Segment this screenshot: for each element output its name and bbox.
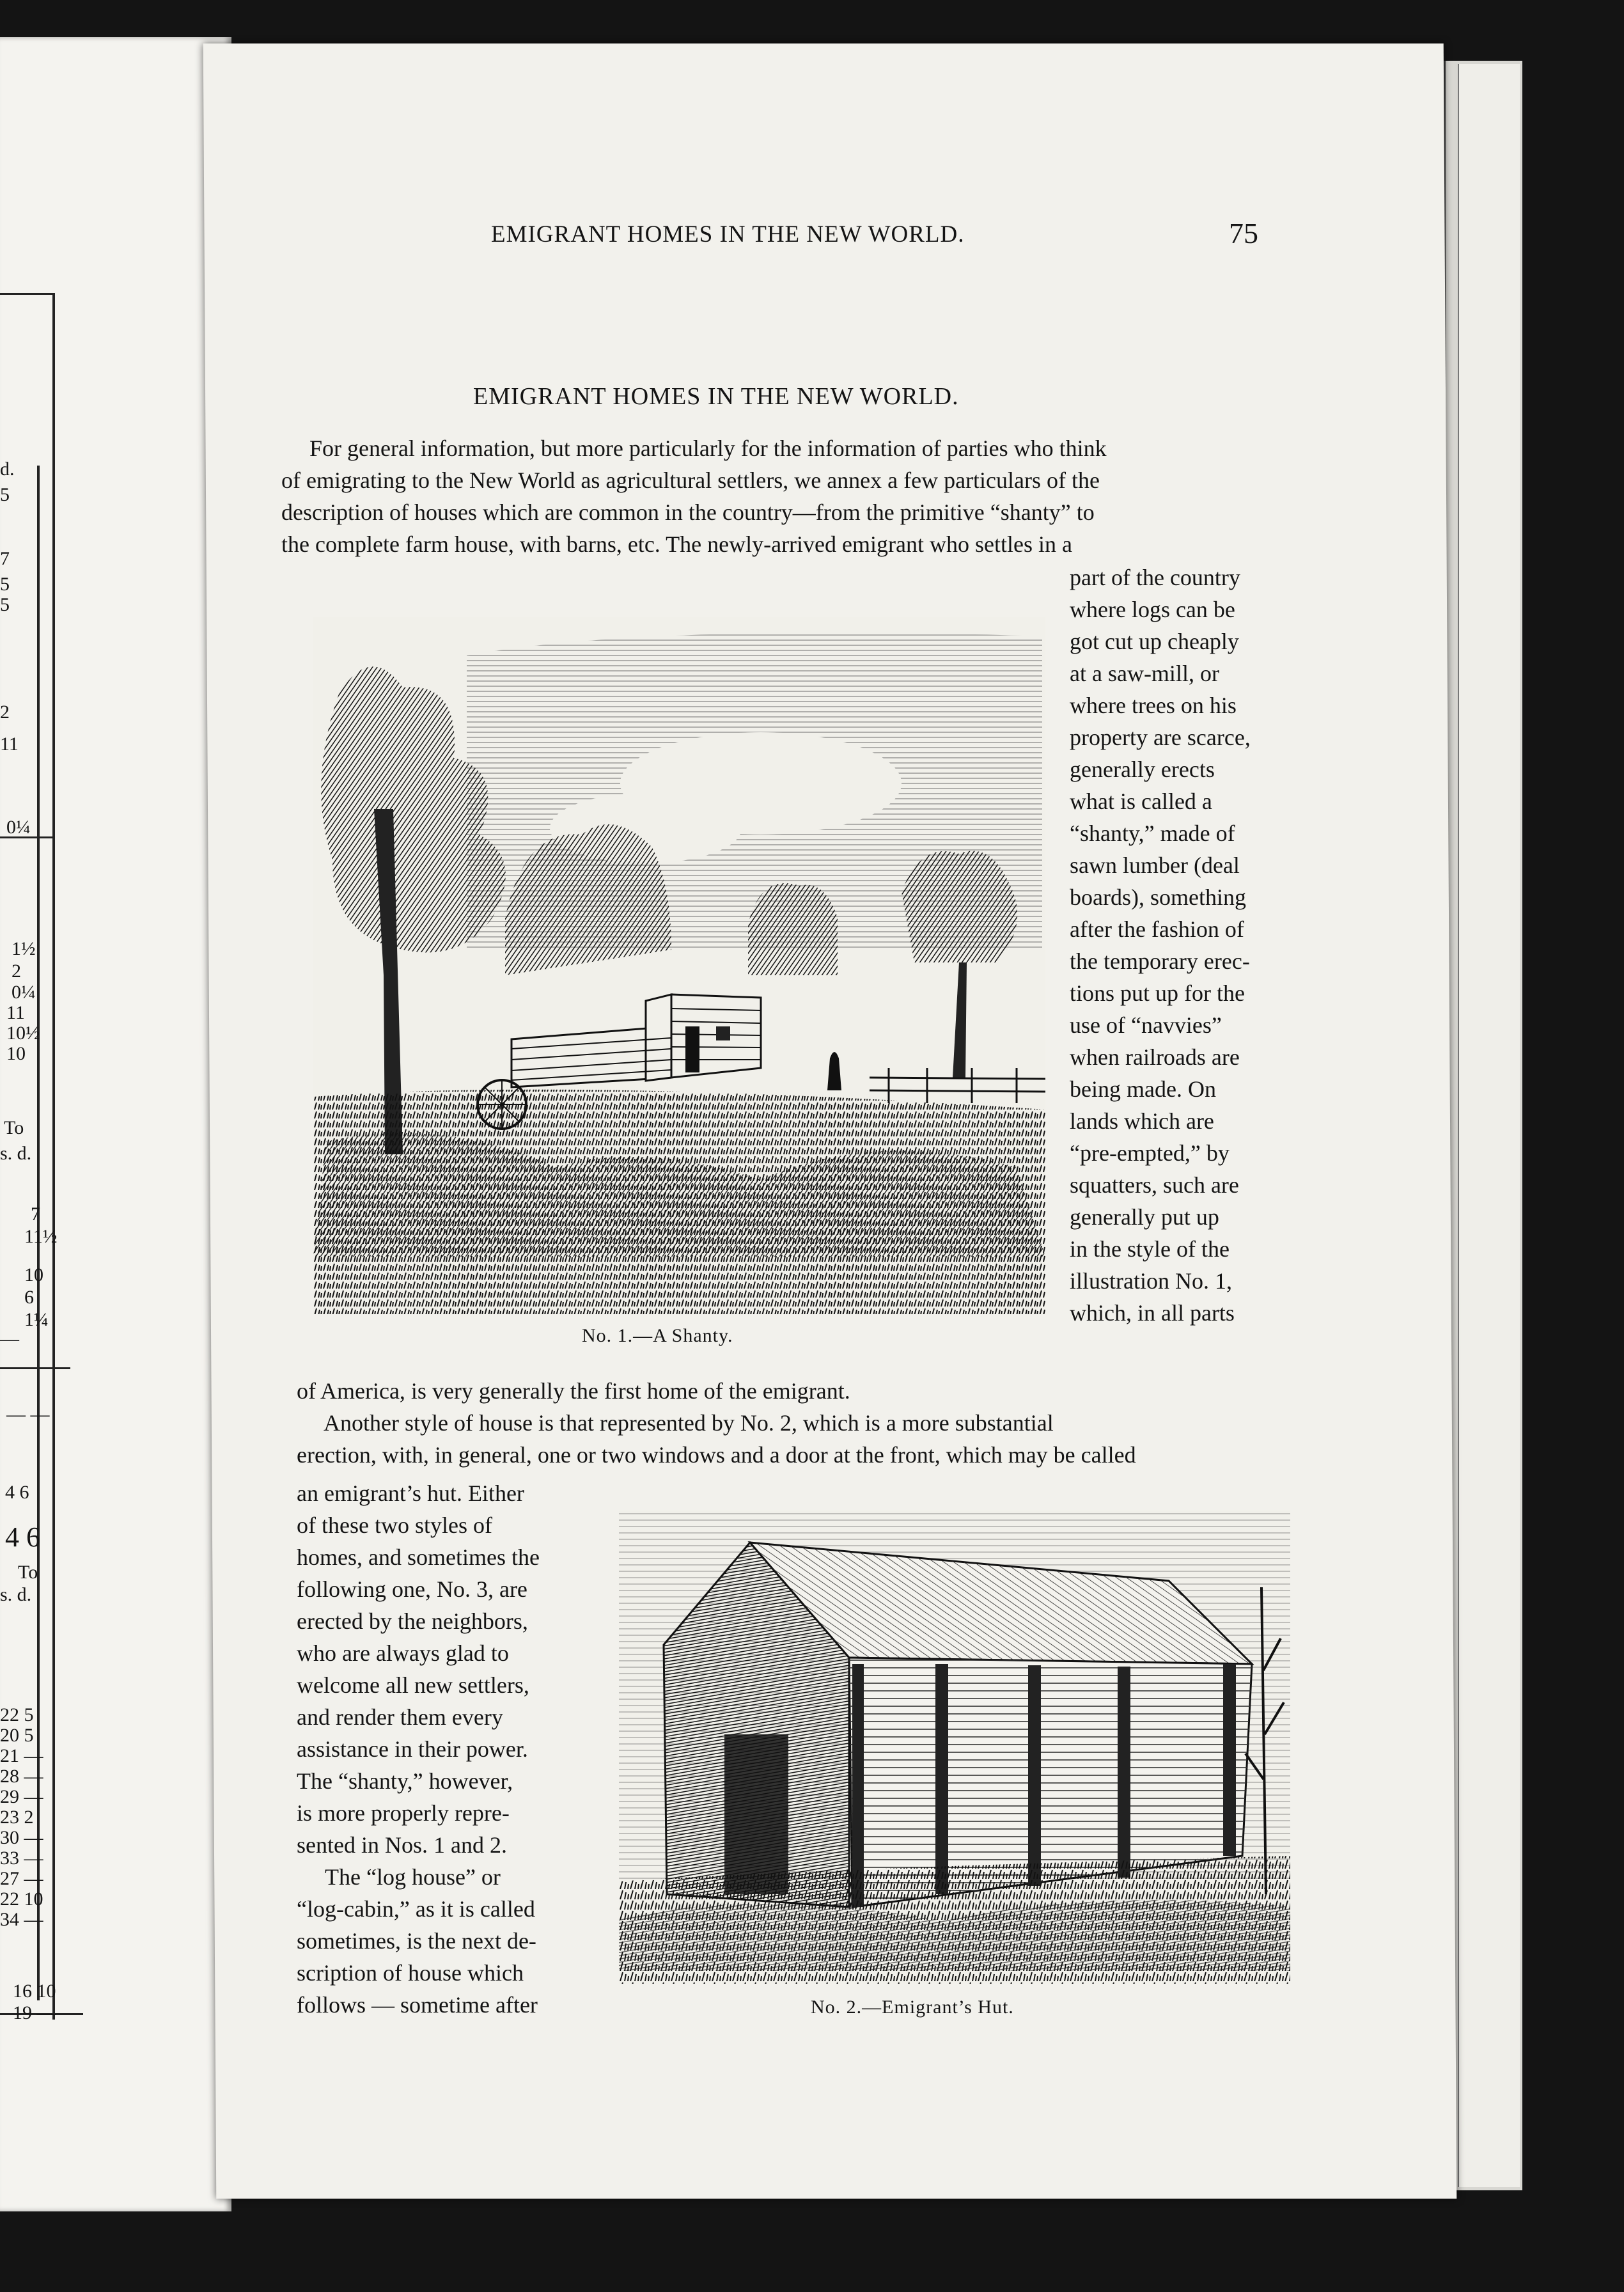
figure-emigrants-hut-engraving [619, 1511, 1290, 1984]
table-cell: 4 6 [5, 1482, 29, 1503]
table-cell: 2 [12, 961, 21, 982]
text-line: in the style of the [1070, 1236, 1230, 1262]
table-cell: s. d. [0, 1143, 32, 1164]
table-rule [0, 293, 54, 295]
table-cell: — — [6, 1404, 50, 1425]
mid-paragraph [297, 1375, 1300, 1471]
table-rule [0, 1367, 70, 1369]
text-line: follows — sometime after [297, 1992, 538, 2018]
text-line: at a saw-mill, or [1070, 661, 1219, 686]
table-cell: To [18, 1562, 38, 1583]
text-line: property are scarce, [1070, 725, 1251, 750]
table-cell: 16 10 [13, 1981, 56, 2002]
table-cell: 34 — [0, 1909, 43, 1930]
running-header: EMIGRANT HOMES IN THE NEW WORLD. [491, 221, 965, 247]
previous-page-fragment [0, 37, 231, 2211]
figure-caption-2: No. 2.—Emigrant’s Hut. [811, 1997, 1014, 2018]
text-line: description of houses which are common in the country—from the primitive “shanty” to [281, 499, 1095, 525]
text-line: squatters, such are [1070, 1172, 1239, 1198]
text-line: and render them every [297, 1704, 503, 1730]
table-cell: 7 [31, 1204, 40, 1225]
text-line: assistance in their power. [297, 1736, 528, 1762]
table-cell: 22 10 [0, 1888, 43, 1910]
table-cell: 0¼ [12, 982, 36, 1003]
table-cell: 10 [24, 1264, 43, 1285]
text-line: boards), something [1070, 884, 1246, 910]
text-line: being made. On [1070, 1076, 1216, 1102]
table-cell: 10 [6, 1043, 26, 1064]
table-cell: 22 5 [0, 1704, 34, 1725]
text-line: “log-cabin,” as it is called [297, 1896, 535, 1922]
table-cell: 29 — [0, 1786, 43, 1807]
page-number: 75 [1229, 217, 1258, 249]
text-line: of these two styles of [297, 1512, 492, 1538]
text-line: scription of house which [297, 1960, 524, 1986]
text-line: tions put up for the [1070, 980, 1245, 1006]
table-cell: 1¼ [24, 1309, 49, 1330]
table-cell: 11 [6, 1002, 25, 1023]
text-line: homes, and sometimes the [297, 1544, 540, 1570]
text-line: the complete farm house, with barns, etc. The newly-arrived emigrant who settles in a [281, 531, 1072, 557]
table-cell: 20 5 [0, 1725, 34, 1746]
text-line: an emigrant’s hut. Either [297, 1480, 524, 1506]
text-line: where trees on his [1070, 693, 1237, 718]
table-cell: 21 — [0, 1745, 43, 1766]
table-cell: 5 [0, 574, 10, 595]
table-rule [52, 293, 55, 2020]
text-line: sawn lumber (deal [1070, 852, 1240, 878]
text-line: which, in all parts [1070, 1300, 1235, 1326]
text-line: generally erects [1070, 757, 1215, 782]
text-column-left [297, 1477, 597, 2021]
table-cell: 2 [0, 702, 10, 723]
text-line: who are always glad to [297, 1640, 509, 1666]
table-cell: 5 [0, 594, 10, 615]
text-line: sometimes, is the next de- [297, 1928, 536, 1954]
table-cell: 19 — [13, 2002, 56, 2023]
figure-shanty-engraving [313, 617, 1045, 1314]
text-line: of America, is very generally the first home of the emigrant. [297, 1378, 850, 1404]
text-line: following one, No. 3, are [297, 1576, 527, 1602]
text-line: is more properly repre- [297, 1800, 510, 1826]
table-cell: 30 — [0, 1827, 43, 1848]
text-line: “pre-empted,” by [1070, 1140, 1230, 1166]
table-cell: 11 [0, 734, 19, 755]
text-line: For general information, but more particularly for the information of parties who think [309, 436, 1107, 461]
text-line: erection, with, in general, one or two windows and a door at the front, which may be called [297, 1442, 1136, 1468]
text-line: The “log house” or [325, 1864, 501, 1890]
figure-caption-1: No. 1.—A Shanty. [582, 1325, 733, 1346]
table-cell: 27 — [0, 1868, 43, 1889]
text-line: generally put up [1070, 1204, 1219, 1230]
text-line: welcome all new settlers, [297, 1672, 529, 1698]
article-title: EMIGRANT HOMES IN THE NEW WORLD. [473, 383, 959, 410]
text-line: Another style of house is that represented by No. 2, which is a more substantial [324, 1410, 1054, 1436]
table-cell: 10½ [6, 1023, 40, 1044]
table-cell: 6 [24, 1287, 34, 1308]
text-line: the temporary erec- [1070, 948, 1250, 974]
text-line: after the fashion of [1070, 916, 1244, 942]
table-cell: 5 [0, 484, 10, 505]
intro-paragraph [281, 432, 1279, 560]
table-cell: s. d. [0, 1584, 32, 1605]
text-line: sented in Nos. 1 and 2. [297, 1832, 507, 1858]
table-cell: 11½ [24, 1226, 58, 1247]
text-line: of emigrating to the New World as agricultural settlers, we annex a few particulars of the [281, 467, 1100, 493]
table-cell: — [0, 1328, 19, 1349]
text-line: “shanty,” made of [1070, 820, 1235, 846]
table-cell: 1½ [12, 938, 36, 959]
text-line: The “shanty,” however, [297, 1768, 513, 1794]
table-cell: 7 [0, 548, 10, 569]
text-line: lands which are [1070, 1108, 1214, 1134]
table-cell: 23 2 [0, 1807, 34, 1828]
table-cell: 4 6 [5, 1521, 40, 1553]
table-cell: To [4, 1117, 24, 1138]
text-line: what is called a [1070, 789, 1212, 814]
text-line: where logs can be [1070, 597, 1235, 622]
text-line: part of the country [1070, 565, 1240, 590]
table-cell: 33 — [0, 1848, 43, 1869]
table-cell: 0¼ [6, 817, 31, 838]
text-column-right [1070, 561, 1287, 1329]
table-cell: 28 — [0, 1766, 43, 1787]
text-line: illustration No. 1, [1070, 1268, 1232, 1294]
text-line: erected by the neighbors, [297, 1608, 528, 1634]
text-line: got cut up cheaply [1070, 629, 1239, 654]
text-line: use of “navvies” [1070, 1012, 1222, 1038]
page-edge [1458, 64, 1520, 2187]
table-cell: d. [0, 459, 15, 480]
text-line: when railroads are [1070, 1044, 1240, 1070]
